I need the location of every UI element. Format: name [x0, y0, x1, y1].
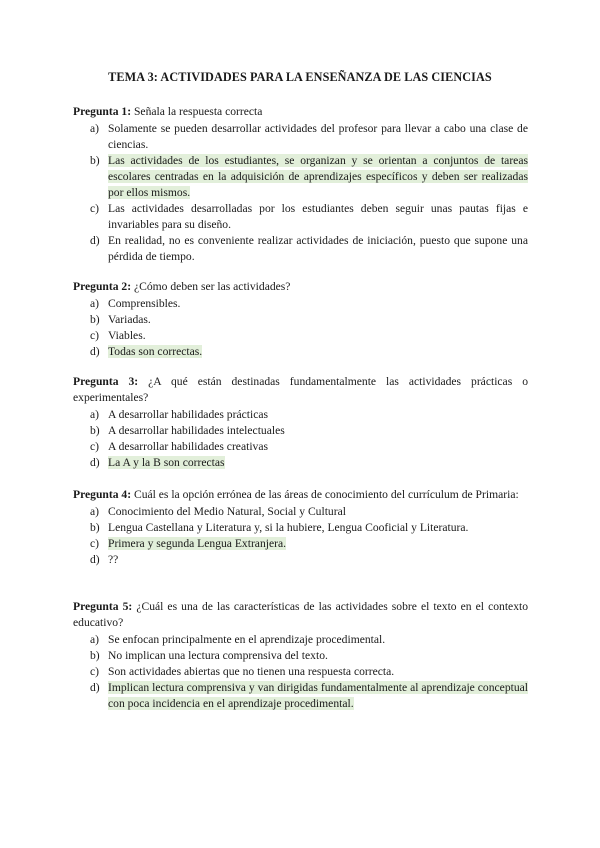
question-number: Pregunta 3: — [73, 375, 139, 388]
option-letter: a) — [90, 408, 100, 421]
option-letter: a) — [90, 633, 100, 646]
option-text: A desarrollar habilidades prácticas — [108, 408, 268, 421]
option-text: Conocimiento del Medio Natural, Social y Cultural — [108, 505, 346, 518]
question-2 — [73, 279, 528, 360]
option-letter: c) — [90, 665, 100, 678]
option-letter: d) — [90, 345, 100, 358]
option-text: Variadas. — [108, 313, 151, 326]
option-c — [73, 664, 528, 680]
option-text: A desarrollar habilidades intelectuales — [108, 424, 285, 437]
option-text: Lengua Castellana y Literatura y, si la hubiere, Lengua Cooficial y Literatura. — [108, 521, 469, 534]
option-text: ?? — [108, 553, 119, 566]
option-b — [73, 648, 528, 664]
option-text: No implican una lectura comprensiva del texto. — [108, 649, 328, 662]
option-a — [73, 504, 528, 520]
option-letter: d) — [90, 456, 100, 469]
option-text: Viables. — [108, 329, 146, 342]
option-text: Comprensibles. — [108, 297, 181, 310]
page-title: TEMA 3: ACTIVIDADES PARA LA ENSEÑANZA DE LAS CIENCIAS — [108, 70, 492, 84]
question-number: Pregunta 1: — [73, 105, 132, 118]
option-letter: b) — [90, 424, 100, 437]
question-1 — [73, 104, 528, 265]
question-prompt: ¿Cuál es una de las características de las actividades sobre el texto en el contexto educativo? — [73, 600, 529, 629]
question-prompt: Señala la respuesta correcta — [133, 105, 263, 118]
option-b — [73, 520, 528, 536]
option-letter: b) — [90, 154, 100, 167]
option-d — [73, 455, 528, 471]
option-letter: d) — [90, 681, 100, 694]
option-c — [73, 328, 528, 344]
option-a — [73, 632, 528, 648]
option-text-highlighted: Primera y segunda Lengua Extranjera. — [108, 537, 287, 550]
question-text — [73, 279, 528, 295]
option-letter: a) — [90, 505, 100, 518]
option-text: A desarrollar habilidades creativas — [108, 440, 268, 453]
question-number: Pregunta 5: — [73, 600, 133, 613]
option-text: Solamente se pueden desarrollar actividades del profesor para llevar a cabo una clase de ciencias. — [108, 122, 528, 151]
option-text-highlighted: Implican lectura comprensiva y van dirigidas fundamentalmente al aprendizaje conceptual con poca incidencia en el aprendizaje procedimental. — [108, 681, 528, 710]
option-letter: b) — [90, 521, 100, 534]
option-letter: c) — [90, 537, 100, 550]
option-c — [73, 201, 528, 233]
option-list — [73, 504, 528, 568]
question-3 — [73, 374, 528, 471]
option-letter: c) — [90, 440, 100, 453]
option-text-highlighted: La A y la B son correctas — [108, 456, 225, 469]
option-text-highlighted: Todas son correctas. — [108, 345, 203, 358]
option-a — [73, 407, 528, 423]
option-list — [73, 296, 528, 360]
option-b — [73, 423, 528, 439]
option-d — [73, 680, 528, 712]
option-list — [73, 407, 528, 471]
option-text: Son actividades abiertas que no tienen una respuesta correcta. — [108, 665, 395, 678]
option-list — [73, 121, 528, 265]
option-letter: b) — [90, 649, 100, 662]
question-5 — [73, 599, 528, 712]
option-c — [73, 536, 528, 552]
option-letter: b) — [90, 313, 100, 326]
option-text-highlighted: Las actividades de los estudiantes, se organizan y se orientan a conjuntos de tareas escolares centradas en la adquisición de aprendizajes específicos y deben ser realizadas por ellos mismos. — [108, 154, 528, 199]
option-letter: a) — [90, 122, 100, 135]
option-text: En realidad, no es conveniente realizar actividades de iniciación, puesto que supone una pérdida de tiempo. — [108, 234, 528, 263]
question-prompt: ¿A qué están destinadas fundamentalmente las actividades prácticas o experimentales? — [73, 375, 528, 404]
question-text — [73, 374, 528, 406]
option-c — [73, 439, 528, 455]
option-d — [73, 552, 528, 568]
option-letter: a) — [90, 297, 100, 310]
question-number: Pregunta 2: — [73, 280, 132, 293]
option-b — [73, 153, 528, 201]
option-letter: c) — [90, 329, 100, 342]
question-number: Pregunta 4: — [73, 488, 132, 501]
question-prompt: Cuál es la opción errónea de las áreas de conocimiento del currículum de Primaria: — [133, 488, 519, 501]
question-prompt: ¿Cómo deben ser las actividades? — [133, 280, 291, 293]
option-a — [73, 121, 528, 153]
option-b — [73, 312, 528, 328]
question-text — [73, 487, 528, 503]
question-text — [73, 104, 528, 120]
option-text: Las actividades desarrolladas por los estudiantes deben seguir unas pautas fijas e invariables para su diseño. — [108, 202, 528, 231]
option-letter: c) — [90, 202, 100, 215]
option-list — [73, 632, 528, 712]
question-4 — [73, 487, 528, 568]
option-letter: d) — [90, 234, 100, 247]
option-text: Se enfocan principalmente en el aprendizaje procedimental. — [108, 633, 386, 646]
option-a — [73, 296, 528, 312]
option-d — [73, 233, 528, 265]
question-text — [73, 599, 528, 631]
option-d — [73, 344, 528, 360]
option-letter: d) — [90, 553, 100, 566]
